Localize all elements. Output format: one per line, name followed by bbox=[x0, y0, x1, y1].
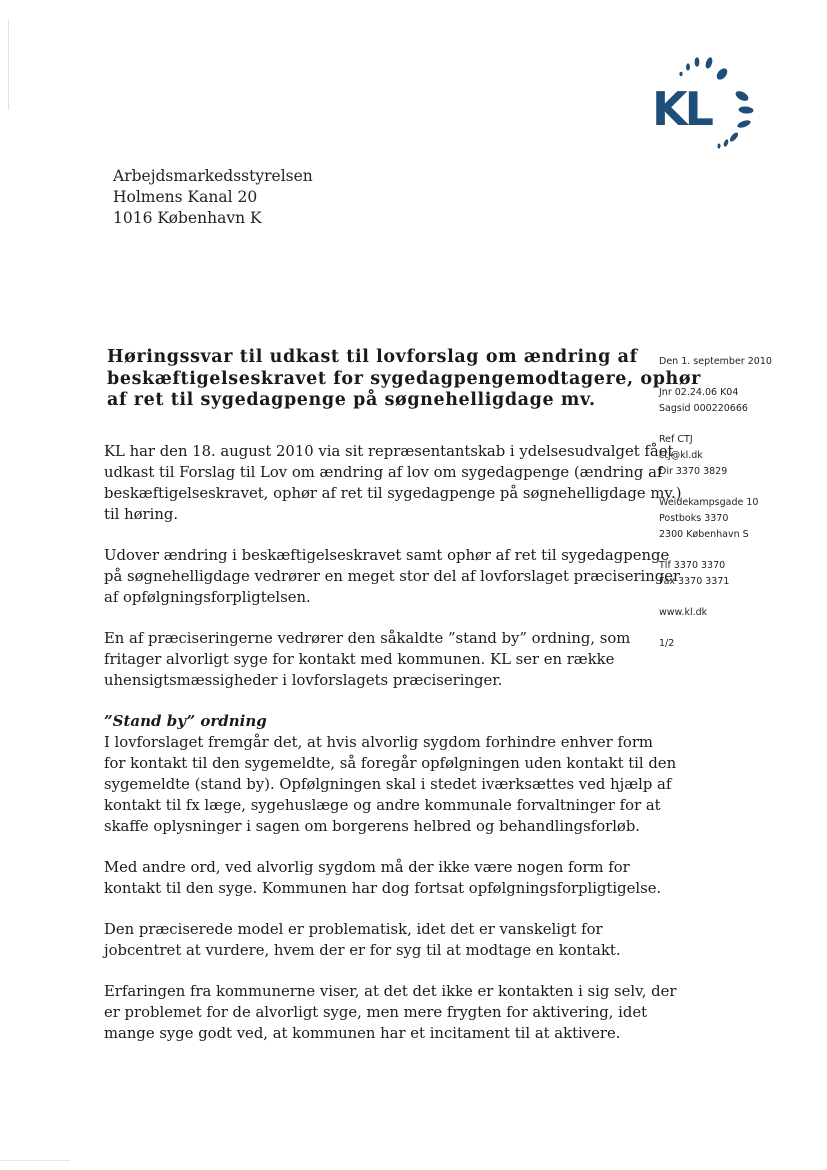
paragraph-problematic-model bbox=[104, 919, 624, 961]
text-line: sygemeldte (stand by). Opfølgningen skal i stedet iværksættes ved hjælp af bbox=[104, 776, 672, 793]
fax: Fax 3370 3371 bbox=[659, 576, 730, 587]
paragraph-experience bbox=[104, 981, 677, 1044]
sender-info-sidebar bbox=[659, 354, 819, 652]
text-line: Udover ændring i beskæftigelseskravet samt ophør af ret til sygedagpenge bbox=[104, 547, 670, 564]
recipient-street: Holmens Kanal 20 bbox=[113, 188, 258, 206]
recipient-city: 1016 København K bbox=[113, 209, 262, 227]
text-line: beskæftigelseskravet, ophør af ret til sygedagpenge på søgnehelligdage mv.) bbox=[104, 485, 682, 502]
text-line: til høring. bbox=[104, 506, 179, 523]
text-line: fritager alvorligt syge for kontakt med kommunen. KL ser en række bbox=[104, 651, 615, 668]
recipient-name: Arbejdsmarkedsstyrelsen bbox=[113, 167, 313, 185]
text-line: I lovforslaget fremgår det, at hvis alvorlig sygdom forhindre enhver form bbox=[104, 734, 653, 751]
subject-line: af ret til sygedagpenge på søgnehelligdage mv. bbox=[107, 390, 596, 410]
section-heading-standby: ”Stand by” ordning bbox=[104, 712, 267, 730]
city: 2300 København S bbox=[659, 529, 749, 540]
text-line: jobcentret at vurdere, hvem der er for syg til at modtage en kontakt. bbox=[104, 942, 621, 959]
text-line: af opfølgningsforpligtelsen. bbox=[104, 589, 311, 606]
text-line: En af præciseringerne vedrører den såkaldte ”stand by” ordning, som bbox=[104, 630, 631, 647]
text-line: udkast til Forslag til Lov om ændring af lov om sygedagpenge (ændring af bbox=[104, 464, 663, 481]
email-link[interactable]: ctj@kl.dk bbox=[659, 450, 703, 461]
text-line: på søgnehelligdage vedrører en meget stor del af lovforslaget præciseringer bbox=[104, 568, 681, 585]
page-number: 1/2 bbox=[659, 638, 675, 649]
reference: Ref CTJ bbox=[659, 434, 693, 445]
text-line: KL har den 18. august 2010 via sit repræsentantskab i ydelsesudvalget fået bbox=[104, 443, 674, 460]
journal-number: Jnr 02.24.06 K04 bbox=[659, 387, 739, 398]
text-line: uhensigtsmæssigheder i lovforslagets præciseringer. bbox=[104, 672, 503, 689]
text-line: skaffe oplysninger i sagen om borgerens helbred og behandlingsforløb. bbox=[104, 818, 641, 835]
scan-bottom-line bbox=[0, 1160, 70, 1161]
website-link[interactable]: www.kl.dk bbox=[659, 607, 708, 618]
text-line: kontakt til fx læge, sygehuslæge og andre kommunale forvaltninger for at bbox=[104, 797, 661, 814]
recipient-address bbox=[113, 166, 313, 229]
kl-logo bbox=[648, 52, 758, 152]
scan-edge-line bbox=[8, 20, 9, 110]
kl-logo-text: KL bbox=[652, 82, 711, 136]
street-address: Weidekampsgade 10 bbox=[659, 497, 759, 508]
text-line: Erfaringen fra kommunerne viser, at det det ikke er kontakten i sig selv, der bbox=[104, 983, 677, 1000]
text-line: kontakt til den syge. Kommunen har dog fortsat opfølgningsforpligtigelse. bbox=[104, 880, 662, 897]
subject-line: Høringssvar til udkast til lovforslag om ændring af bbox=[107, 347, 638, 367]
text-line: mange syge godt ved, at kommunen har et incitament til at aktivere. bbox=[104, 1025, 621, 1042]
text-line: for kontakt til den sygemeldte, så foregår opfølgningen uden kontakt til den bbox=[104, 755, 677, 772]
phone: Tlf 3370 3370 bbox=[659, 560, 726, 571]
case-id: Sagsid 000220666 bbox=[659, 403, 748, 414]
paragraph-other-words bbox=[104, 857, 662, 899]
paragraph-standby-details bbox=[104, 732, 677, 837]
letter-date: Den 1. september 2010 bbox=[659, 356, 772, 367]
text-line: Den præciserede model er problematisk, idet det er vanskeligt for bbox=[104, 921, 603, 938]
text-line: er problemet for de alvorligt syge, men mere frygten for aktivering, idet bbox=[104, 1004, 648, 1021]
paragraph-standby-intro bbox=[104, 628, 631, 691]
post-box: Postboks 3370 bbox=[659, 513, 729, 524]
paragraph-scope bbox=[104, 545, 681, 608]
subject-line: beskæftigelseskravet for sygedagpengemodtagere, ophør bbox=[107, 368, 701, 389]
direct-phone: Dir 3370 3829 bbox=[659, 466, 728, 477]
text-line: Med andre ord, ved alvorlig sygdom må der ikke være nogen form for bbox=[104, 859, 630, 876]
